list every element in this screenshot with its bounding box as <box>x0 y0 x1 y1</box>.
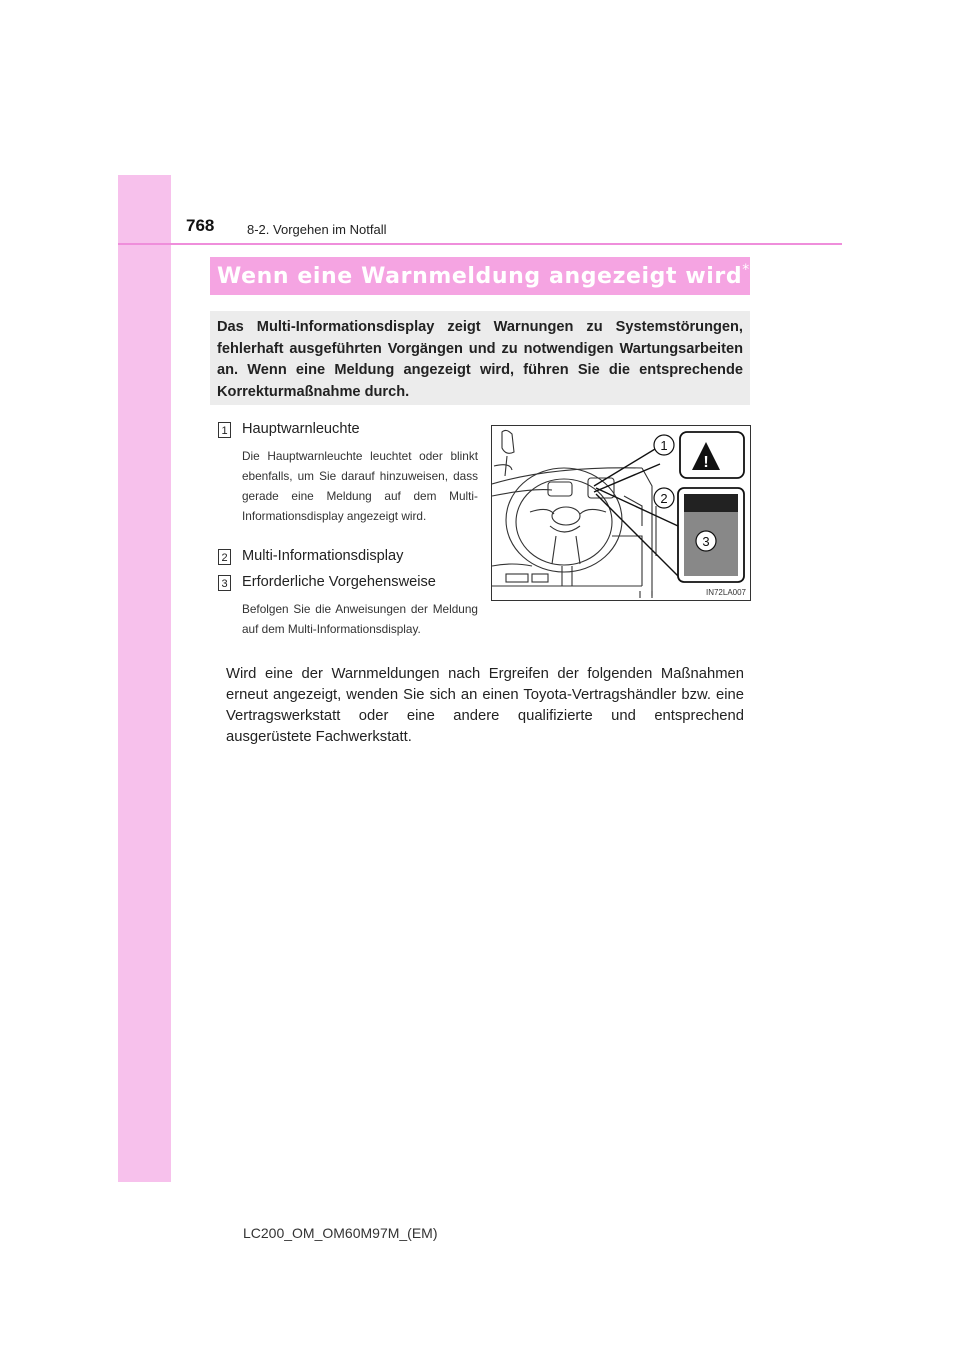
callout-2-label: 2 <box>660 491 668 506</box>
item-number: 2 <box>218 549 231 565</box>
title-marker: * <box>742 262 750 278</box>
item-label: Multi-Informationsdisplay <box>242 548 404 564</box>
page-title <box>217 264 750 289</box>
body-paragraph: Wird eine der Warnmeldungen nach Ergreifen der folgenden Maßnahmen erneut angezeigt, wenden Sie sich an einen Toyota-Vertragshändler bzw. eine Vertragswerkstatt oder eine andere qualifizierte und entsprechend ausgerüstete Fachwerkstatt. <box>226 666 744 745</box>
intro-box <box>210 311 750 405</box>
section-title: 8-2. Vorgehen im Notfall <box>247 222 387 237</box>
warning-symbol: ! <box>703 454 709 471</box>
figure-code: IN72LA007 <box>705 588 746 597</box>
intro-text: Das Multi-Informationsdisplay zeigt Warnungen zu Systemstörungen, fehlerhaft ausgeführten Vorgängen und zu notwendigen Wartungsarbeiten an. Wenn eine Meldung angezeigt wird, führen Sie die entsprechende Korrekturmaßnahme durch. <box>217 319 743 400</box>
callout-1-label: 1 <box>660 438 668 453</box>
item-number: 3 <box>218 575 231 591</box>
callout-3-label: 3 <box>702 534 710 549</box>
title-bar <box>210 257 750 295</box>
item-label: Hauptwarnleuchte <box>242 421 360 437</box>
item-description: Die Hauptwarnleuchte leuchtet oder blinkt ebenfalls, um Sie darauf hinzuweisen, dass gerade eine Meldung auf dem Multi-Informationsdisplay angezeigt wird. <box>242 449 478 523</box>
side-band <box>118 175 171 1182</box>
page-title-text: Wenn eine Warnmeldung angezeigt wird <box>217 264 743 289</box>
dashboard-drawing <box>492 426 750 600</box>
item-number: 1 <box>218 422 231 438</box>
item-label: Erforderliche Vorgehensweise <box>242 574 436 590</box>
footer-code: LC200_OM_OM60M97M_(EM) <box>243 1225 438 1241</box>
header-divider <box>118 243 842 245</box>
dashboard-illustration <box>491 425 751 601</box>
item-description: Befolgen Sie die Anweisungen der Meldung auf dem Multi-Informationsdisplay. <box>242 602 478 636</box>
page-number: 768 <box>186 216 215 235</box>
